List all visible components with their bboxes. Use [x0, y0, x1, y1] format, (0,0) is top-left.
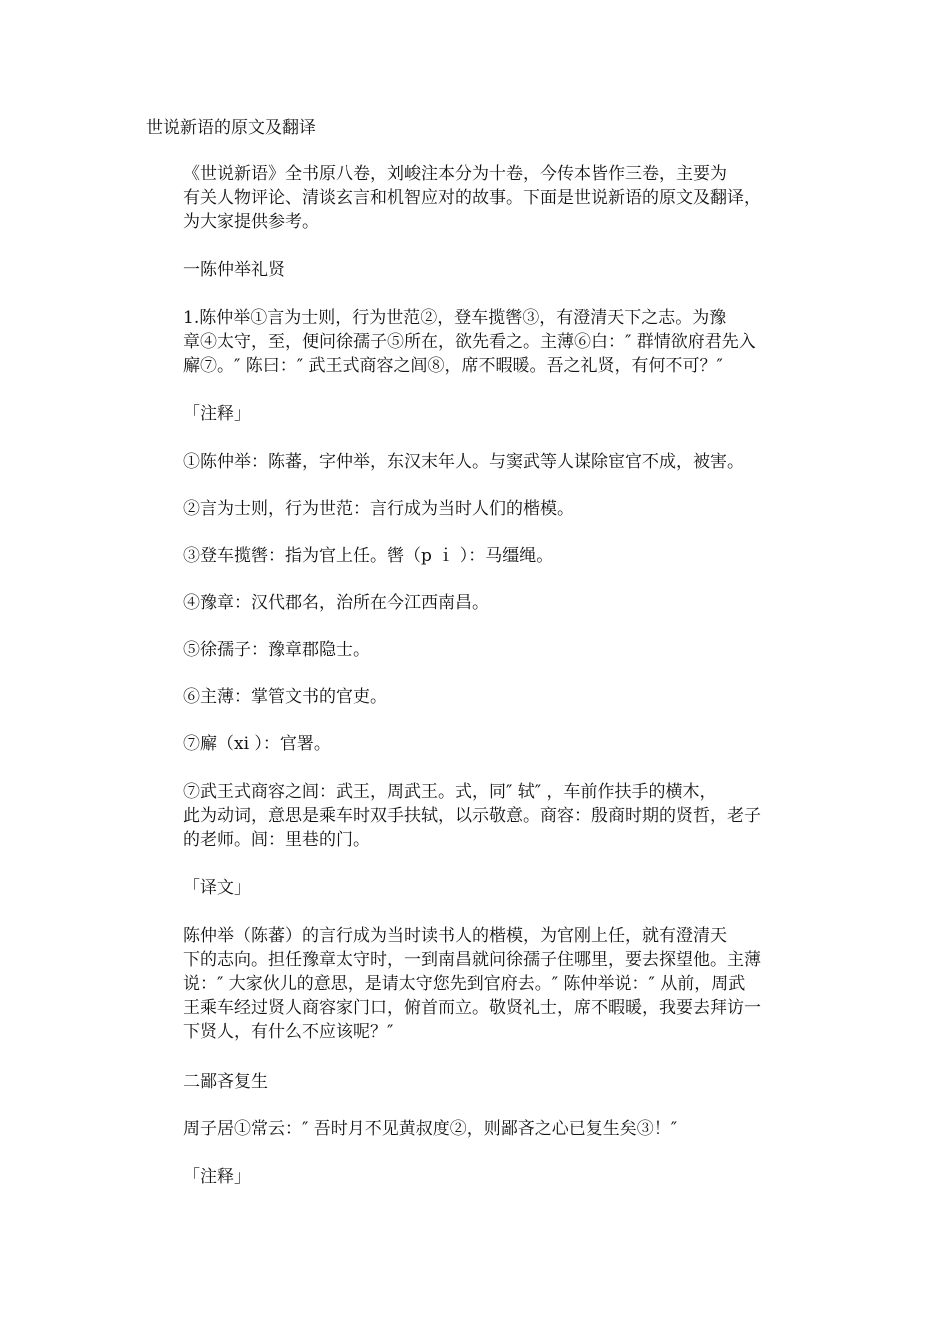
intro-line: 《世说新语》全书原八卷，刘峻注本分为十卷，今传本皆作三卷，主要为 — [183, 164, 727, 184]
intro-paragraph — [146, 162, 826, 234]
note-line: 此为动词，意思是乘车时双手扶轼，以示敬意。商容：殷商时期的贤哲，老子 — [183, 806, 761, 826]
translation-line: 下的志向。担任豫章太守时，一到南昌就问徐孺子住哪里，要去探望他。主薄 — [183, 950, 761, 970]
section-heading: 二鄙吝复生 — [183, 1072, 268, 1092]
document-title: 世说新语的原文及翻译 — [146, 118, 316, 138]
intro-line: 有关人物评论、清谈玄言和机智应对的故事。下面是世说新语的原文及翻译， — [183, 188, 761, 208]
note-item: ⑦廨（xi ）：官署。 — [183, 734, 331, 754]
original-text-line: 1.陈仲举①言为士则，行为世范②，登车揽辔③，有澄清天下之志。为豫 — [183, 308, 727, 328]
notes-heading: 「注释」 — [183, 404, 251, 424]
translation-line: 下贤人，有什么不应该呢？″ — [183, 1022, 394, 1042]
note-line: ⑦武王式商容之闾：武王，周武王。式，同″ 轼″ ，车前作扶手的横木， — [183, 782, 717, 802]
notes-heading: 「注释」 — [183, 1167, 251, 1187]
translation-paragraph — [146, 924, 826, 1044]
translation-line: 说：″ 大家伙儿的意思，是请太守您先到官府去。″ 陈仲举说：″ 从前，周武 — [183, 974, 746, 994]
note-line: 的老师。闾：里巷的门。 — [183, 830, 370, 850]
intro-line: 为大家提供参考。 — [183, 212, 319, 232]
note-item: ③登车揽辔：指为官上任。辔（p ｉ ）：马缰绳。 — [183, 546, 554, 566]
note-item: ②言为士则，行为世范：言行成为当时人们的楷模。 — [183, 499, 574, 519]
original-text-paragraph: 周子居①常云：″ 吾时月不见黄叔度②，则鄙吝之心已复生矣③！″ — [183, 1119, 678, 1139]
translation-heading: 「译文」 — [183, 878, 251, 898]
translation-line: 王乘车经过贤人商容家门口，俯首而立。敬贤礼士，席不暇暖，我要去拜访一 — [183, 998, 761, 1018]
note-item: ④豫章：汉代郡名，治所在今江西南昌。 — [183, 593, 489, 613]
note-item: ①陈仲举：陈蕃，字仲举，东汉末年人。与窦武等人谋除宦官不成，被害。 — [183, 452, 744, 472]
note-item: ⑤徐孺子：豫章郡隐士。 — [183, 640, 370, 660]
note-item-long — [146, 780, 826, 852]
note-item: ⑥主薄：掌管文书的官吏。 — [183, 687, 387, 707]
original-text-paragraph — [146, 306, 826, 378]
original-text-line: 章④太守，至，便问徐孺子⑤所在，欲先看之。主薄⑥白：″ 群情欲府君先入 — [183, 332, 756, 352]
section-heading: 一陈仲举礼贤 — [183, 260, 285, 280]
original-text-line: 廨⑦。″ 陈曰：″ 武王式商容之闾⑧，席不暇暖。吾之礼贤，有何不可？″ — [183, 356, 723, 376]
translation-line: 陈仲举（陈蕃）的言行成为当时读书人的楷模，为官刚上任，就有澄清天 — [183, 926, 727, 946]
